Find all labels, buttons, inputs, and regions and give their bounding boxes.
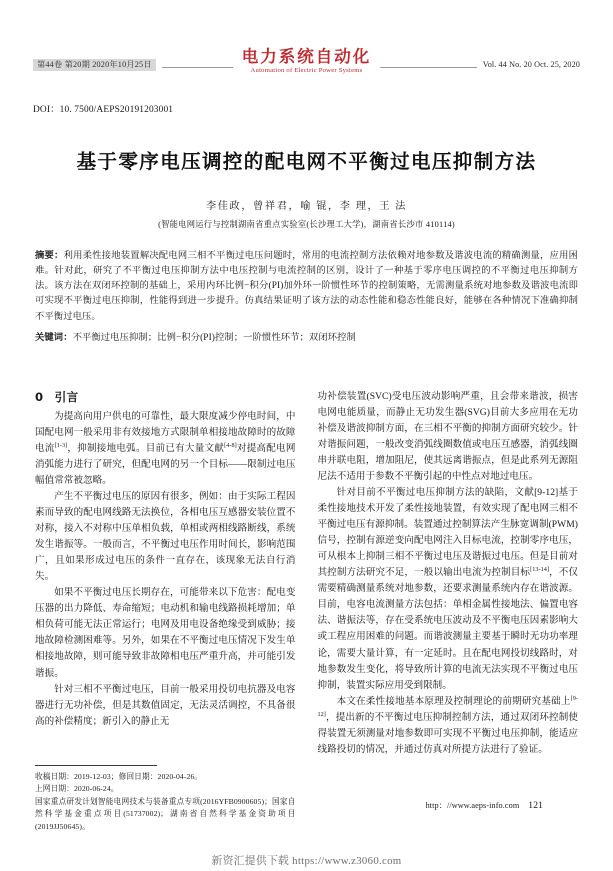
- citation-ref: [4-8]: [224, 441, 237, 449]
- paragraph-text: 为提高向用户供电的可靠性，最大限度减少停电时间，中国配电网一般采用非有效接地方式限制单相接地故障时的故障电流: [35, 411, 296, 455]
- section-heading-intro: [35, 389, 296, 405]
- paragraph-text: ，不仅需要精确测量系统对地参数，还要求测量系统内存在谐波源。目前，电容电流测量方法包括：单相金属性接地法、偏置电容法、谐振法等，存在受系统电压波动及不平衡电压因素影响大或工程应用困难的问题。而谐波测量主要基于瞬时无功功率理论，需要大量计算，有一定延时。且在配电网投切线路时，对地参数发生变化，将导致所计算的电流无法实现不平衡过电压抑制，装置实际应用受到限制。: [317, 567, 578, 691]
- author-list: 李佳政，曾祥君，喻 锟，李 理，王 法: [205, 201, 408, 213]
- paragraph: [318, 694, 579, 758]
- doi-line: DOI：10. 7500/AEPS20191203001: [33, 105, 174, 115]
- paragraph-text: 对提高配电网消弧能力进行了研究，但配电网的另一个目标——限制过电压幅值常常被忽略。: [35, 443, 296, 487]
- paragraph-text: 针对三相不平衡过电压，目前一般采用投切电抗器及电容器进行无功补偿，但是其数值固定，无法灵活调控，不具备很高的补偿精度；新引入的静止无: [35, 683, 296, 727]
- column-left: [35, 389, 296, 833]
- paragraph-text: 如果不平衡过电压长期存在，可能带来以下危害：配电变压器的出力降低、寿命缩短；电动机和输电线路损耗增加；单相负荷可能无法正常运行；电网及用电设备绝缘受到威胁；接地故障检测困难等。另外，如果在不平衡过电压情况下发生单相接地故障，则可能导致非故障相电压严重升高，并可能引发谐振。: [35, 587, 296, 679]
- paragraph: [35, 489, 296, 585]
- volume-badge: 第44卷 第20期 2020年10月25日: [33, 59, 156, 71]
- page-footer: [426, 800, 543, 811]
- paragraph-text: ，抑制接地电弧。目前已有大量文献: [67, 443, 225, 455]
- masthead-volume-cn: [33, 59, 162, 71]
- download-watermark: 新资汇提供下载 https://www.z3060.com: [211, 855, 402, 867]
- journal-title-en: Automation of Electric Power Systems: [250, 67, 363, 75]
- paragraph: [318, 389, 579, 485]
- footnote-dates: 收稿日期：2019-12-03；修回日期：2020-04-26。: [35, 771, 203, 781]
- abstract-label: 摘要：: [35, 250, 64, 262]
- column-right: [318, 389, 579, 833]
- citation-ref: [13-14]: [530, 566, 549, 574]
- masthead-volume-en: Vol. 44 No. 20 Oct. 25, 2020: [477, 60, 580, 69]
- paragraph-text: 本文在柔性接地基本原理及控制理论的前期研究基础上: [336, 695, 571, 707]
- paragraph: [318, 485, 579, 693]
- page-number: 121: [528, 800, 543, 811]
- paragraph-text: 功补偿装置(SVC)受电压波动影响严重，且会带来谐波，损害电网电能质量，而静止无功发生器(SVG)目前大多应用在无功补偿及谐波抑制方面，在三相不平衡的抑制方面研究较少。针对谐振问题，一般改变消弧线圈数值或电压互感器，消弧线圈串并联电阻，增加阻尼，使其远离谐振点，但是此系列无源阻尼法不适用于参数不平衡引起的中性点对地过电压。: [317, 391, 578, 483]
- footnote-block: [35, 765, 296, 833]
- abstract-block: [35, 248, 578, 345]
- paper-page: [0, 46, 613, 871]
- footnote-rule: [35, 765, 157, 766]
- footnote-online-date: 上网日期：2020-06-24。: [35, 784, 119, 794]
- abstract-text: 利用柔性接地装置解决配电网三相不平衡过电压问题时，常用的电流控制方法依赖对地参数及谐波电流的精确测量，应用困难。针对此，研究了不平衡过电压抑制方法中电压控制与电流控制的区别，设计了一种基于零序电压调控的不平衡过电压抑制方法。该方法在双闭环控制的基础上，采用内环比例−积分(PI)加外环一阶惯性环节的控制策略，无需测量系统对地参数及谐波电流即可实现不平衡过电压抑制，性能得到进一步提升。仿真结果证明了该方法的动态性能和稳态性能良好，能够在各种情况下准确抑制不平衡过电压。: [35, 251, 578, 322]
- page-title: 基于零序电压调控的配电网不平衡过电压抑制方法: [76, 150, 537, 173]
- paragraph: [35, 585, 296, 681]
- keywords-label: 关键词：: [35, 331, 73, 343]
- citation-ref: [9-12]: [317, 694, 578, 718]
- body-columns: [35, 389, 578, 833]
- keywords-line: [35, 330, 578, 346]
- paragraph-text: ，提出新的不平衡过电压抑制控制方法，通过双闭环控制使得装置无须测量对地参数即可实现不平衡过电压抑制，能适应线路投切的情况，并通过仿真对所提方法进行了验证。: [317, 711, 578, 755]
- abstract-paragraph: [35, 248, 578, 324]
- masthead: [33, 46, 580, 98]
- keywords-text: 不平衡过电压抑制；比例−积分(PI)控制；一阶惯性环节；双闭环控制: [72, 332, 356, 343]
- affiliation: (智能电网运行与控制湖南省重点实验室(长沙理工大学)，湖南省长沙市 410114): [158, 220, 455, 230]
- paragraph-text: 针对目前不平衡过电压抑制方法的缺陷，文献[9-12]基于柔性接地技术开发了柔性接地装置，有效实现了配电网三相不平衡过电压有源抑制。装置通过控制算法产生脉宽调制(PWM)信号，控制有源逆变向配电网注入目标电流，控制零序电压，可从根本上抑制三相不平衡过电压及谐振过电压。但是目前对其控制方法研究不足，一般以输出电流为控制目标: [317, 487, 578, 579]
- section-number: 0: [35, 390, 44, 404]
- journal-logo: [233, 48, 381, 74]
- paragraph: [35, 682, 296, 730]
- journal-title-cn: 电力系统自动化: [241, 47, 372, 66]
- paragraph-text: 产生不平衡过电压的原因有很多，例如：由于实际工程因素而导致的配电网线路无法换位，各相电压互感器安装位置不对称，接入不对称中压单相负载，单相或两相线路断线，系统发生谐振等。一般而言，不平衡过电压作用时间长，影响范围广，且如果形成过电压的条件一直存在，该现象无法自行消失。: [35, 491, 296, 583]
- journal-url[interactable]: http：//www.aeps-info.com: [425, 801, 520, 810]
- paragraph: [35, 409, 296, 489]
- citation-ref: [1-3]: [54, 441, 68, 449]
- section-title: 引言: [54, 390, 79, 404]
- footnote-funding: 国家重点研发计划智能电网技术与装备重点专项(2016YFB0900605)；国家自然科学基金重点项目(51737002)；湖南省自然科学基金资助项目(2019JJ50645)。: [35, 796, 296, 831]
